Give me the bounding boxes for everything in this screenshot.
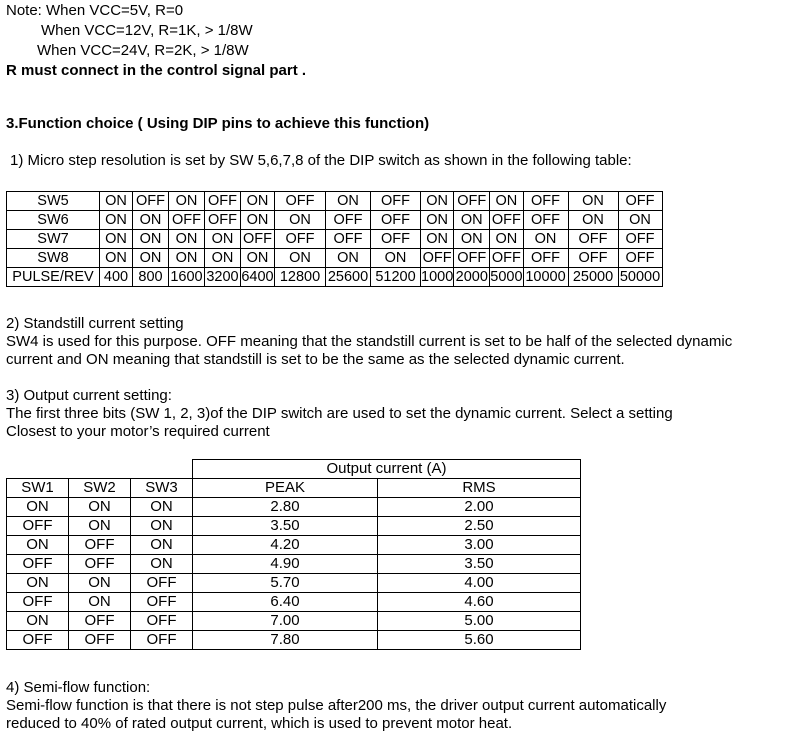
table-cell: 12800 bbox=[275, 268, 326, 287]
table-cell: ON bbox=[100, 211, 133, 230]
table-row bbox=[7, 517, 581, 536]
table-cell: 5.60 bbox=[378, 631, 581, 650]
table-cell: OFF bbox=[326, 211, 371, 230]
table-cell: ON bbox=[241, 192, 275, 211]
table-cell: OFF bbox=[490, 249, 523, 268]
table-cell: OFF bbox=[371, 211, 421, 230]
table-cell: OFF bbox=[371, 230, 421, 249]
table-cell: 400 bbox=[100, 268, 133, 287]
table-title-row bbox=[7, 460, 581, 479]
table-cell: OFF bbox=[241, 230, 275, 249]
table-cell: OFF bbox=[523, 211, 568, 230]
table-cell: OFF bbox=[454, 192, 490, 211]
table-cell: ON bbox=[454, 211, 490, 230]
table-row bbox=[7, 268, 663, 287]
table-cell: OFF bbox=[7, 593, 69, 612]
table-row bbox=[7, 612, 581, 631]
table-cell: 1600 bbox=[170, 269, 203, 285]
table-header-row bbox=[7, 479, 581, 498]
table-row bbox=[7, 555, 581, 574]
table-cell: ON bbox=[133, 211, 169, 230]
table-cell: ON bbox=[371, 249, 421, 268]
table-cell: 5000 bbox=[490, 269, 523, 285]
table-cell: OFF bbox=[205, 192, 241, 211]
output-current-line-2: Closest to your motor’s required current bbox=[6, 423, 270, 440]
table-cell: 2.50 bbox=[378, 517, 581, 536]
table-cell: 2.80 bbox=[193, 498, 378, 517]
table-row bbox=[7, 192, 663, 211]
table-cell: ON bbox=[618, 211, 662, 230]
section-title: 3.Function choice ( Using DIP pins to achieve this function) bbox=[6, 115, 430, 132]
row-label-cell: SW5 bbox=[7, 192, 100, 211]
table-cell: OFF bbox=[69, 631, 131, 650]
table-cell: 5.00 bbox=[378, 612, 581, 631]
table-cell: ON bbox=[100, 249, 133, 268]
table-cell: ON bbox=[326, 192, 371, 211]
table-cell: ON bbox=[421, 211, 454, 230]
table-row bbox=[7, 249, 663, 268]
table-cell: OFF bbox=[275, 230, 326, 249]
semi-flow-line-2: reduced to 40% of rated output current, which is used to prevent motor heat. bbox=[6, 715, 513, 732]
row-label-cell: PULSE/REV bbox=[7, 268, 100, 287]
table-cell: ON bbox=[7, 574, 69, 593]
table-row bbox=[7, 574, 581, 593]
table-cell: ON bbox=[205, 230, 241, 249]
table-cell: 3.00 bbox=[378, 536, 581, 555]
table-cell: ON bbox=[69, 574, 131, 593]
table-cell: ON bbox=[69, 593, 131, 612]
table-cell: OFF bbox=[618, 192, 662, 211]
table-cell: ON bbox=[241, 249, 275, 268]
table-cell: ON bbox=[205, 249, 241, 268]
table-cell: 3.50 bbox=[378, 555, 581, 574]
note-line-1: Note: When VCC=5V, R=0 bbox=[6, 2, 184, 19]
table-cell: OFF bbox=[131, 631, 193, 650]
standstill-heading: 2) Standstill current setting bbox=[6, 315, 184, 332]
output-current-table bbox=[6, 459, 581, 650]
output-current-title: Output current (A) bbox=[193, 460, 581, 479]
column-header: SW1 bbox=[7, 479, 69, 498]
table-cell: OFF bbox=[490, 211, 523, 230]
table-cell: OFF bbox=[131, 593, 193, 612]
table-cell: 3.50 bbox=[193, 517, 378, 536]
output-current-line-1: The first three bits (SW 1, 2, 3)of the DIP switch are used to set the dynamic current. Select a setting bbox=[6, 405, 673, 422]
standstill-line-2: current and ON meaning that standstill is set to be the same as the selected dynamic current. bbox=[6, 351, 625, 368]
row-label-cell: SW6 bbox=[7, 211, 100, 230]
table-cell: ON bbox=[275, 249, 326, 268]
table-cell: ON bbox=[131, 555, 193, 574]
table-cell: ON bbox=[100, 192, 133, 211]
table-cell: ON bbox=[69, 498, 131, 517]
table-cell: 10000 bbox=[523, 268, 568, 287]
table-cell: OFF bbox=[69, 555, 131, 574]
output-current-heading: 3) Output current setting: bbox=[6, 387, 172, 404]
table-cell: ON bbox=[169, 249, 205, 268]
table-cell: OFF bbox=[275, 192, 326, 211]
table-cell: OFF bbox=[421, 249, 454, 268]
table-cell: OFF bbox=[205, 211, 241, 230]
table-cell: ON bbox=[131, 498, 193, 517]
table-cell: OFF bbox=[131, 612, 193, 631]
table-cell: 25000 bbox=[568, 268, 618, 287]
table-cell: 800 bbox=[133, 268, 169, 287]
table-cell: 25600 bbox=[326, 268, 371, 287]
table-cell: ON bbox=[133, 249, 169, 268]
column-header: PEAK bbox=[193, 479, 378, 498]
table-row bbox=[7, 536, 581, 555]
table-row bbox=[7, 498, 581, 517]
table-cell: 4.20 bbox=[193, 536, 378, 555]
table-cell: ON bbox=[421, 230, 454, 249]
table-cell: ON bbox=[454, 230, 490, 249]
table-cell: ON bbox=[100, 230, 133, 249]
table-cell: OFF bbox=[69, 536, 131, 555]
table-cell: ON bbox=[131, 536, 193, 555]
table-cell: OFF bbox=[133, 192, 169, 211]
table-cell: OFF bbox=[7, 517, 69, 536]
table-cell: 51200 bbox=[371, 268, 421, 287]
table-cell: 2.00 bbox=[378, 498, 581, 517]
table-row bbox=[7, 631, 581, 650]
table-cell: OFF bbox=[523, 192, 568, 211]
table-cell: 1000 bbox=[421, 269, 454, 285]
table-cell: OFF bbox=[326, 230, 371, 249]
row-label-cell: SW7 bbox=[7, 230, 100, 249]
table-cell: OFF bbox=[568, 249, 618, 268]
table-cell: ON bbox=[568, 211, 618, 230]
table-cell: 4.60 bbox=[378, 593, 581, 612]
table-cell: ON bbox=[241, 211, 275, 230]
table-row bbox=[7, 230, 663, 249]
table-cell: ON bbox=[490, 230, 523, 249]
table-cell: ON bbox=[275, 211, 326, 230]
table-cell: 4.00 bbox=[378, 574, 581, 593]
table-cell: OFF bbox=[7, 631, 69, 650]
table-cell: OFF bbox=[69, 612, 131, 631]
table-cell: 5.70 bbox=[193, 574, 378, 593]
table-cell: ON bbox=[7, 612, 69, 631]
table-cell: 7.80 bbox=[193, 631, 378, 650]
table-cell: ON bbox=[169, 230, 205, 249]
table-cell: 3200 bbox=[206, 269, 239, 285]
table-cell: OFF bbox=[131, 574, 193, 593]
micro-step-intro: 1) Micro step resolution is set by SW 5,6,7,8 of the DIP switch as shown in the following table: bbox=[10, 152, 632, 169]
table-cell: ON bbox=[7, 498, 69, 517]
semi-flow-line-1: Semi-flow function is that there is not step pulse after200 ms, the driver output current automatically bbox=[6, 697, 667, 714]
table-cell: OFF bbox=[454, 249, 490, 268]
table-cell: 4.90 bbox=[193, 555, 378, 574]
table-cell: OFF bbox=[7, 555, 69, 574]
table-row bbox=[7, 593, 581, 612]
table-cell: ON bbox=[326, 249, 371, 268]
table-cell: 6.40 bbox=[193, 593, 378, 612]
table-row bbox=[7, 211, 663, 230]
table-cell: OFF bbox=[618, 230, 662, 249]
standstill-line-1: SW4 is used for this purpose. OFF meaning that the standstill current is set to be half of the selected dynamic bbox=[6, 333, 733, 350]
table-cell: 2000 bbox=[455, 269, 488, 285]
micro-step-table bbox=[6, 191, 663, 287]
table-cell: 7.00 bbox=[193, 612, 378, 631]
table-cell: ON bbox=[421, 192, 454, 211]
column-header: SW3 bbox=[131, 479, 193, 498]
table-cell: ON bbox=[490, 192, 523, 211]
table-cell: OFF bbox=[618, 249, 662, 268]
note-line-3: When VCC=24V, R=2K, > 1/8W bbox=[37, 42, 249, 59]
table-cell: ON bbox=[69, 517, 131, 536]
table-cell: OFF bbox=[371, 192, 421, 211]
table-cell: OFF bbox=[523, 249, 568, 268]
column-header: RMS bbox=[378, 479, 581, 498]
semi-flow-heading: 4) Semi-flow function: bbox=[6, 679, 151, 696]
table-cell: ON bbox=[568, 192, 618, 211]
table-cell: ON bbox=[133, 230, 169, 249]
table-cell: ON bbox=[169, 192, 205, 211]
table-cell: 6400 bbox=[241, 269, 274, 285]
table-cell: OFF bbox=[169, 211, 205, 230]
table-cell: OFF bbox=[568, 230, 618, 249]
note-warning: R must connect in the control signal part . bbox=[6, 62, 307, 79]
row-label-cell: SW8 bbox=[7, 249, 100, 268]
column-header: SW2 bbox=[69, 479, 131, 498]
note-line-2: When VCC=12V, R=1K, > 1/8W bbox=[41, 22, 253, 39]
table-cell: 50000 bbox=[619, 269, 661, 285]
table-cell: ON bbox=[131, 517, 193, 536]
table-cell: ON bbox=[523, 230, 568, 249]
table-cell: ON bbox=[7, 536, 69, 555]
